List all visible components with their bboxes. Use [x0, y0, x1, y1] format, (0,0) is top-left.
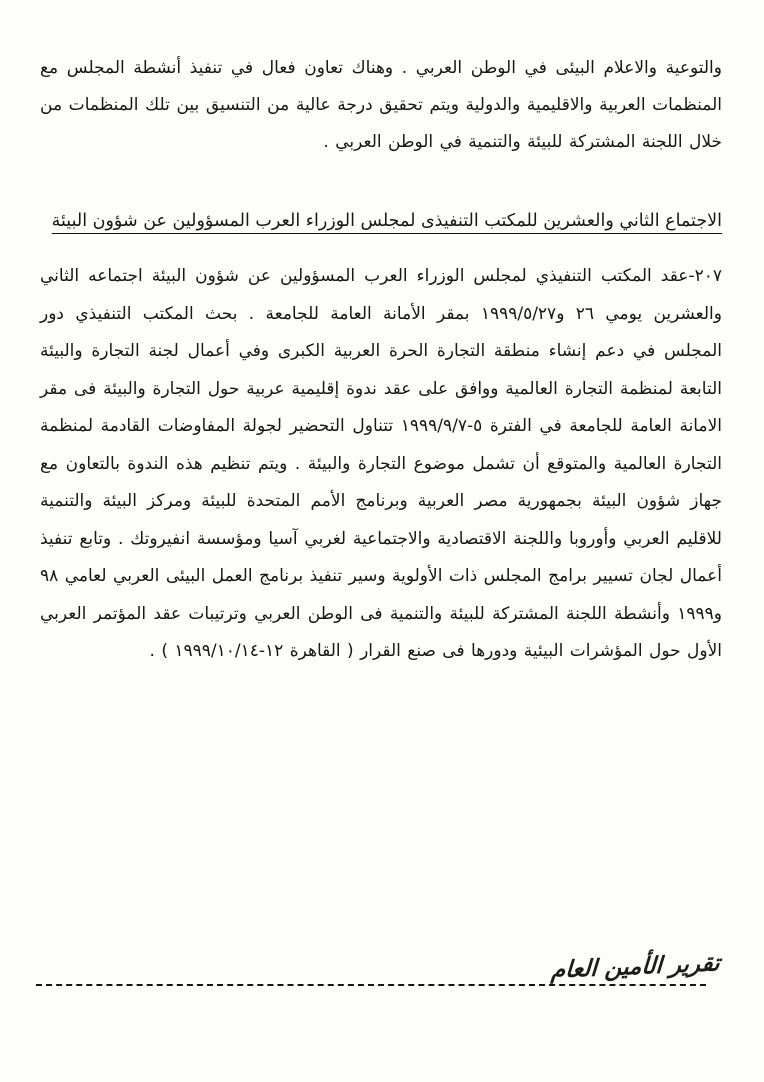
section-heading: [40, 201, 722, 242]
item-number: ٢٠٧-: [688, 266, 722, 286]
intro-paragraph: والتوعية والاعلام البيئى في الوطن العربي . وهناك تعاون فعال في تنفيذ أنشطة المجلس مع المنظمات العربية والاقليمية والدولية ويتم تحقيق درجة عالية من التنسيق بين تلك المنظمات من خلال اللجنة المشتركة للبيئة والتنمية في الوطن العربي .: [40, 58, 722, 152]
section-heading-text: الاجتماع الثاني والعشرين للمكتب التنفيذى لمجلس الوزراء العرب المسؤولين عن شؤون البيئة: [51, 211, 722, 231]
page-footer: [36, 950, 721, 988]
signature-handwriting: تقرير الأمين العام: [550, 950, 721, 984]
item-text: عقد المكتب التنفيذي لمجلس الوزراء العرب المسؤولين عن شؤون البيئة اجتماعه الثاني والعشرين يومي ٢٦ و١٩٩٩/٥/٢٧ بمقر الأمانة العامة للجامعة . بحث المكتب التنفيذي دور المجلس في دعم إنشاء منطقة التجارة الحرة العربية الكبرى وفي أعمال لجنة التجارة والبيئة التابعة لمنظمة التجارة العالمية ووافق على عقد ندوة إقليمية عربية حول التجارة والبيئة فى مقر الامانة العامة للجامعة في الفترة ٥-١٩٩٩/٩/٧ تتناول التحضير لجولة المفاوضات القادمة لمنظمة التجارة العالمية والمتوقع أن تشمل موضوع التجارة والبيئة . ويتم تنظيم هذه الندوة بالتعاون مع جهاز شؤون البيئة بجمهورية مصر العربية وبرنامج الأمم المتحدة للبيئة ومركز البيئة والتنمية للاقليم العربي وأوروبا واللجنة الاقتصادية والاجتماعية لغربي آسيا ومؤسسة انفيروتك . وتابع تنفيذ أعمال لجان تسيير برامج المجلس ذات الأولوية وسير تنفيذ برنامج العمل البيئى العربي لعامي ٩٨ و١٩٩٩ وأنشطة اللجنة المشتركة للبيئة والتنمية فى الوطن العربي وترتيبات عقد المؤتمر العربي الأول حول المؤشرات البيئية ودورها فى صنع القرار ( القاهرة ١٢-١٩٩٩/١٠/١٤ ) .: [40, 266, 723, 661]
item-207: [40, 258, 722, 671]
footer-divider: [36, 984, 706, 986]
